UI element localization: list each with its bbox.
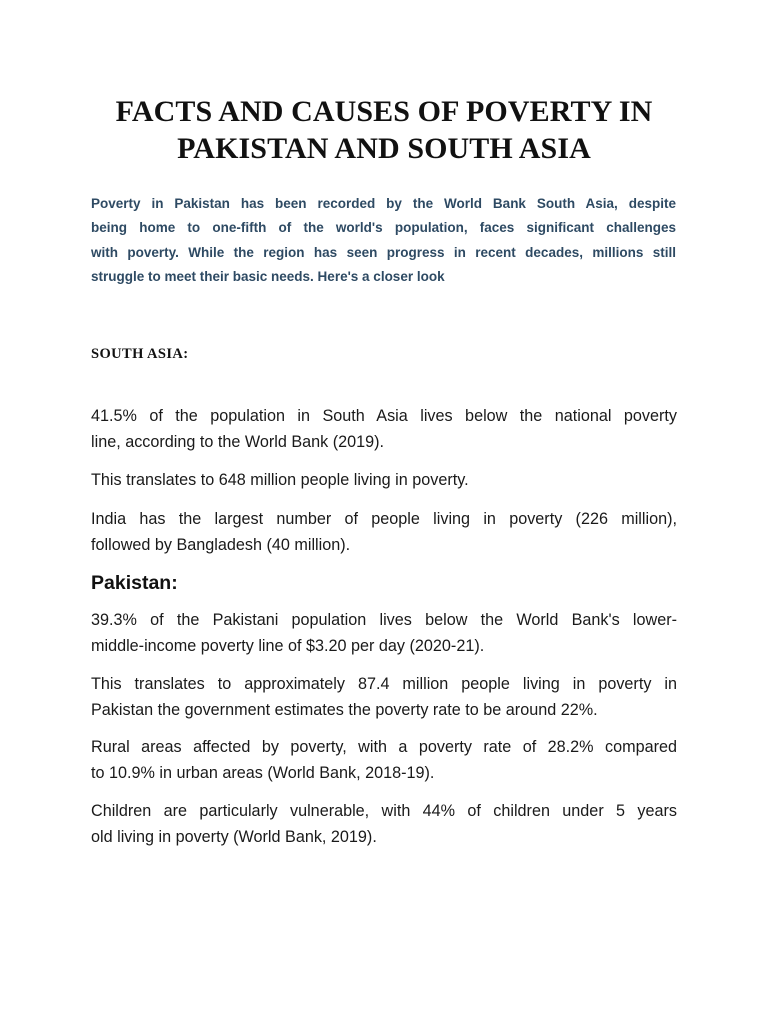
document-title: [60, 93, 708, 167]
title-line: PAKISTAN AND SOUTH ASIA: [177, 132, 591, 165]
pakistan-paragraph: [91, 799, 677, 850]
paragraph-line: to 10.9% in urban areas (World Bank, 2018-19).: [91, 763, 435, 782]
intro-line: struggle to meet their basic needs. Here's a closer look: [91, 268, 445, 284]
paragraph-line: middle-income poverty line of $3.20 per day (2020-21).: [91, 636, 485, 655]
intro-line: Poverty in Pakistan has been recorded by the World Bank South Asia, despite: [91, 196, 676, 211]
intro-paragraph: [91, 192, 676, 289]
paragraph-line: India has the largest number of people living in poverty (226 million),: [91, 510, 677, 528]
pakistan-paragraph: [91, 735, 677, 786]
title-line: FACTS AND CAUSES OF POVERTY IN: [115, 95, 653, 128]
section-heading-pakistan: Pakistan:: [91, 572, 178, 594]
paragraph-line: 39.3% of the Pakistani population lives below the World Bank's lower-: [91, 611, 677, 629]
south-asia-paragraph: [91, 507, 677, 558]
paragraph-line: followed by Bangladesh (40 million).: [91, 535, 351, 554]
pakistan-paragraph: [91, 608, 677, 659]
section-heading-south-asia: SOUTH ASIA:: [91, 346, 189, 362]
paragraph-line: old living in poverty (World Bank, 2019).: [91, 827, 377, 846]
pakistan-paragraph: [91, 672, 677, 723]
paragraph-line: Pakistan the government estimates the poverty rate to be around 22%.: [91, 700, 598, 719]
paragraph-line: Rural areas affected by poverty, with a poverty rate of 28.2% compared: [91, 738, 677, 756]
paragraph-line: Children are particularly vulnerable, with 44% of children under 5 years: [91, 802, 677, 820]
intro-line: with poverty. While the region has seen progress in recent decades, millions still: [91, 244, 676, 260]
paragraph-line: This translates to approximately 87.4 million people living in poverty in: [91, 675, 677, 693]
south-asia-paragraph: [91, 468, 677, 494]
paragraph-line: This translates to 648 million people living in poverty.: [91, 471, 469, 489]
intro-line: being home to one-fifth of the world's population, faces significant challenges: [91, 220, 676, 236]
paragraph-line: line, according to the World Bank (2019).: [91, 432, 385, 451]
paragraph-line: 41.5% of the population in South Asia lives below the national poverty: [91, 407, 677, 425]
south-asia-paragraph: [91, 404, 677, 455]
